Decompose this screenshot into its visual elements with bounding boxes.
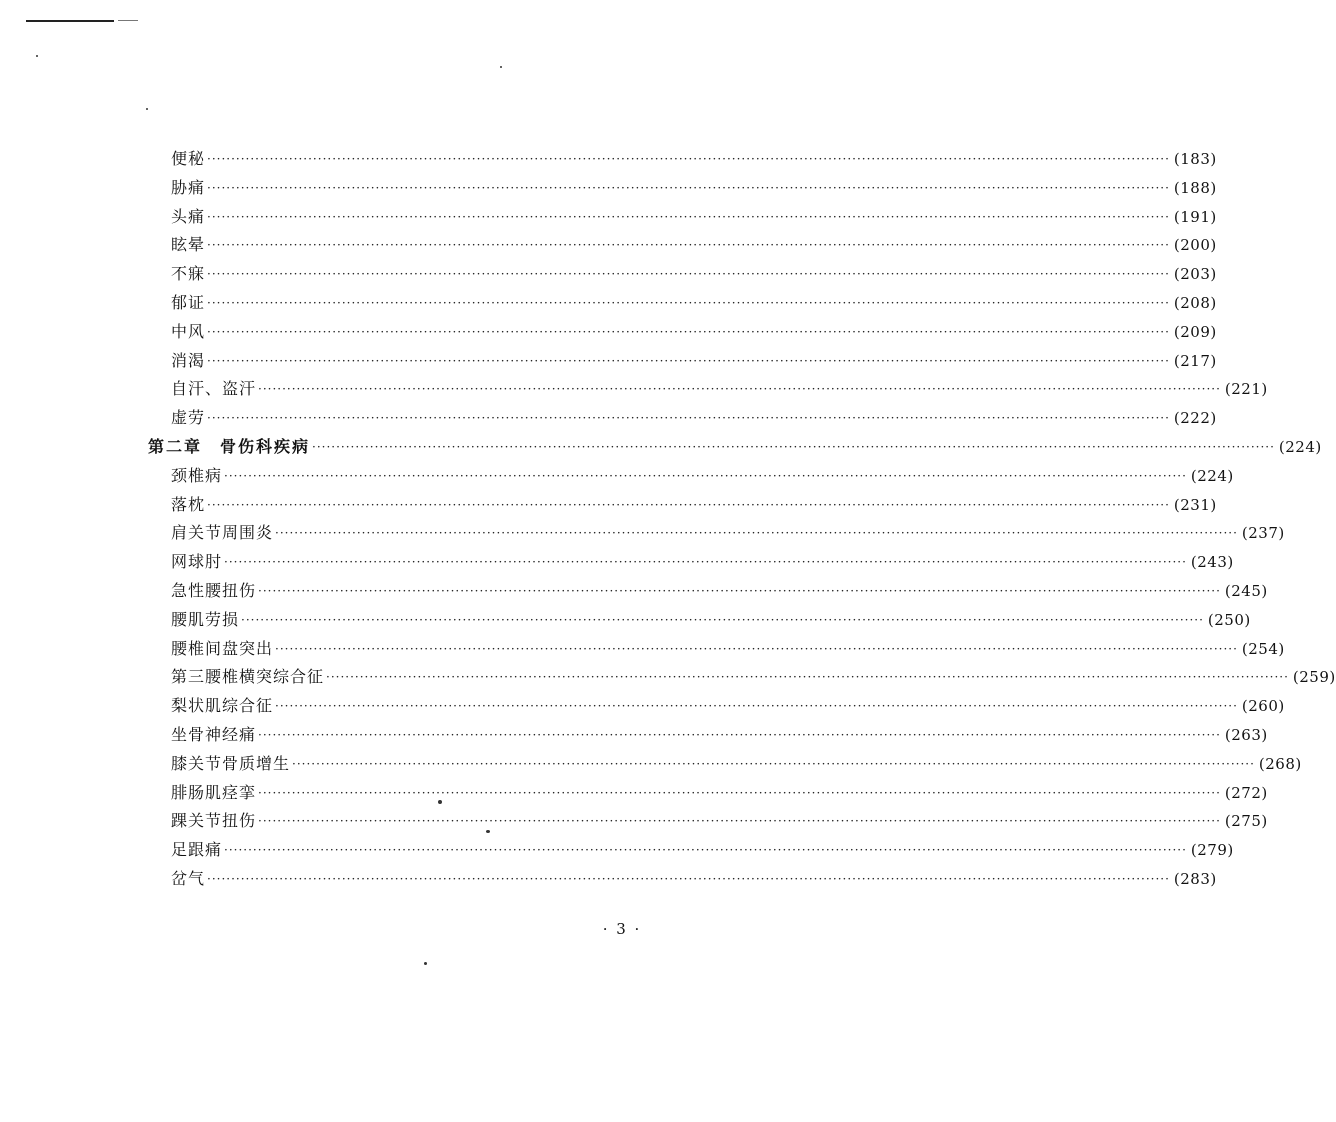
toc-entry-title: 自汗、盗汗 — [171, 379, 257, 399]
toc-dot-leader: ········································································································································································································ — [224, 468, 1187, 483]
toc-entry-row — [171, 491, 1217, 519]
toc-entry-page: (200) — [1173, 236, 1217, 255]
toc-dot-leader: ········································································································································································································ — [258, 814, 1221, 829]
toc-entry-page: (245) — [1224, 582, 1268, 600]
toc-entry-title: 胁痛 — [171, 177, 206, 197]
toc-entry-page: (188) — [1173, 178, 1217, 197]
toc-entry-title: 坐骨神经痛 — [171, 725, 257, 744]
toc-entry-row — [171, 836, 1234, 864]
toc-entry-page: (260) — [1241, 697, 1285, 716]
toc-dot-leader: ········································································································································································································ — [207, 353, 1170, 368]
toc-entry-title: 踝关节扭伤 — [171, 811, 257, 831]
toc-entry-page: (224) — [1278, 438, 1322, 456]
toc-entry-row — [171, 375, 1268, 403]
toc-entry-row — [171, 721, 1268, 749]
toc-entry-page: (183) — [1173, 150, 1217, 168]
toc-entry-row — [171, 606, 1251, 634]
toc-chapter-row — [148, 433, 1322, 461]
toc-dot-leader: ········································································································································································································ — [258, 728, 1221, 742]
toc-dot-leader: ········································································································································································································ — [207, 267, 1170, 282]
toc-entry-title: 落枕 — [171, 494, 206, 514]
toc-dot-leader: ········································································································································································································ — [207, 209, 1170, 224]
toc-entry-title: 头痛 — [171, 206, 206, 226]
toc-dot-leader: ········································································································································································································ — [207, 152, 1170, 166]
toc-entry-row — [171, 203, 1217, 231]
toc-entry-title: 郁证 — [171, 293, 206, 312]
toc-entry-page: (224) — [1190, 466, 1234, 485]
toc-dot-leader: ········································································································································································································ — [207, 180, 1170, 195]
toc-entry-row — [171, 807, 1268, 835]
toc-entry-row — [171, 347, 1217, 375]
page-number: · 3 · — [602, 920, 642, 938]
toc-entry-page: (231) — [1173, 495, 1217, 514]
toc-entry-row — [171, 260, 1217, 288]
toc-dot-leader: ········································································································································································································ — [207, 497, 1170, 512]
toc-entry-page: (259) — [1292, 668, 1336, 687]
toc-entry-title: 眩晕 — [171, 235, 206, 255]
toc-entry-row — [171, 779, 1268, 807]
toc-entry-title: 肩关节周围炎 — [171, 523, 274, 543]
scan-artifact-line — [118, 20, 138, 21]
toc-entry-row — [171, 289, 1217, 317]
toc-entry-row — [171, 548, 1234, 576]
toc-entry-title: 第三腰椎横突综合征 — [171, 667, 325, 687]
toc-dot-leader: ········································································································································································································ — [224, 843, 1187, 858]
toc-entry-page: (191) — [1173, 207, 1217, 226]
scan-speck — [500, 66, 502, 68]
toc-entry-row — [171, 663, 1336, 691]
toc-dot-leader: ········································································································································································································ — [207, 411, 1170, 426]
toc-entry-title: 第二章 骨伤科疾病 — [148, 437, 311, 456]
toc-entry-row — [171, 635, 1285, 663]
toc-dot-leader: ········································································································································································································ — [275, 526, 1238, 541]
toc-entry-title: 腰肌劳损 — [171, 609, 240, 629]
toc-dot-leader: ········································································································································································································ — [258, 785, 1221, 800]
toc-entry-row — [171, 865, 1217, 893]
toc-entry-page: (275) — [1224, 812, 1268, 831]
toc-entry-page: (209) — [1173, 322, 1217, 341]
toc-dot-leader: ········································································································································································································ — [207, 324, 1170, 339]
toc-entry-title: 腓肠肌痉挛 — [171, 782, 257, 802]
toc-entry-page: (243) — [1190, 553, 1234, 572]
toc-dot-leader: ········································································································································································································ — [258, 382, 1221, 397]
toc-entry-page: (283) — [1173, 870, 1217, 888]
scan-speck — [36, 55, 38, 57]
toc-dot-leader: ········································································································································································································ — [207, 296, 1170, 310]
toc-entry-title: 腰椎间盘突出 — [171, 638, 274, 658]
toc-dot-leader: ········································································································································································································ — [224, 555, 1187, 570]
toc-dot-leader: ········································································································································································································ — [275, 699, 1238, 714]
toc-entry-page: (237) — [1241, 524, 1285, 543]
toc-entry-page: (208) — [1173, 294, 1217, 312]
toc-entry-page: (254) — [1241, 639, 1285, 658]
toc-entry-title: 足跟痛 — [171, 840, 223, 860]
toc-entry-row — [171, 231, 1217, 259]
toc-entry-page: (222) — [1173, 409, 1217, 428]
toc-entry-title: 膝关节骨质增生 — [171, 753, 291, 773]
toc-entry-page: (272) — [1224, 783, 1268, 802]
toc-entry-row — [171, 404, 1217, 432]
toc-entry-page: (279) — [1190, 841, 1234, 860]
toc-entry-row — [171, 462, 1234, 490]
toc-dot-leader: ········································································································································································································ — [241, 612, 1204, 627]
toc-dot-leader: ········································································································································································································ — [275, 641, 1238, 656]
toc-entry-page: (221) — [1224, 380, 1268, 399]
toc-entry-title: 便秘 — [171, 149, 206, 168]
toc-entry-row — [171, 519, 1285, 547]
toc-dot-leader: ········································································································································································································ — [292, 756, 1255, 771]
toc-entry-title: 不寐 — [171, 264, 206, 284]
toc-entry-title: 颈椎病 — [171, 465, 223, 485]
toc-entry-title: 梨状肌综合征 — [171, 696, 274, 716]
toc-entry-page: (250) — [1207, 610, 1251, 629]
toc-dot-leader: ········································································································································································································ — [326, 670, 1289, 685]
toc-entry-row — [171, 174, 1217, 202]
toc-entry-title: 中风 — [171, 321, 206, 341]
toc-entry-row — [171, 318, 1217, 346]
toc-entry-row — [171, 750, 1302, 778]
toc-entry-title: 急性腰扭伤 — [171, 581, 257, 600]
toc-entry-page: (263) — [1224, 726, 1268, 744]
toc-entry-title: 岔气 — [171, 869, 206, 888]
toc-entry-title: 网球肘 — [171, 552, 223, 572]
toc-dot-leader: ········································································································································································································ — [312, 440, 1275, 454]
toc-entry-title: 虚劳 — [171, 408, 206, 428]
toc-entry-page: (268) — [1258, 754, 1302, 773]
toc-dot-leader: ········································································································································································································ — [207, 238, 1170, 253]
toc-entry-page: (203) — [1173, 265, 1217, 284]
toc-entry-page: (217) — [1173, 351, 1217, 370]
toc-dot-leader: ········································································································································································································ — [207, 872, 1170, 886]
scan-artifact-line — [26, 20, 114, 22]
toc-entry-title: 消渴 — [171, 350, 206, 370]
scan-speck — [146, 108, 148, 110]
toc-entry-row — [171, 577, 1268, 605]
toc-entry-row — [171, 145, 1217, 173]
toc-entry-row — [171, 692, 1285, 720]
toc-dot-leader: ········································································································································································································ — [258, 584, 1221, 598]
scan-speck — [424, 962, 427, 965]
